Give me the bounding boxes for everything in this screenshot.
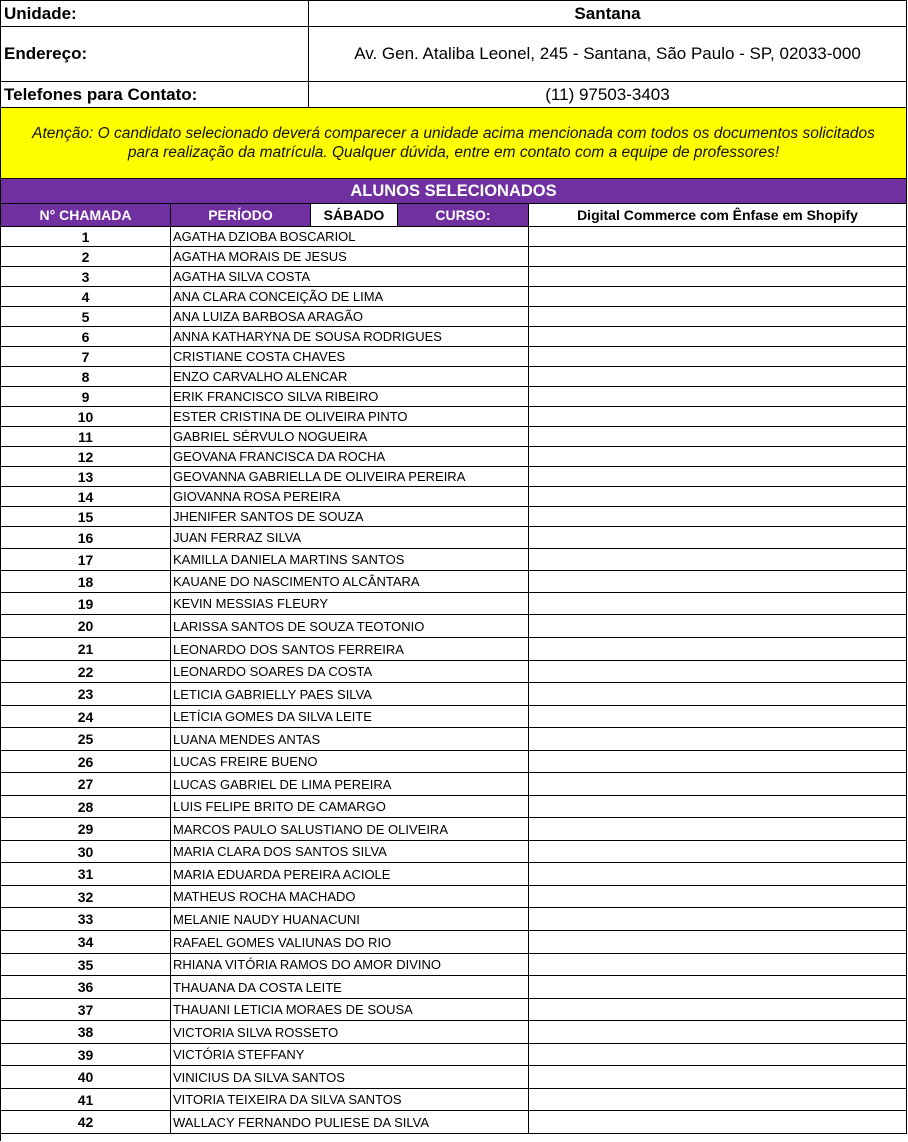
chamada-number: 34 <box>1 931 171 953</box>
chamada-number: 19 <box>1 593 171 614</box>
empty-cell <box>529 706 907 727</box>
table-row <box>1 908 907 931</box>
chamada-number: 42 <box>1 1111 171 1133</box>
table-row <box>1 527 907 549</box>
student-name: WALLACY FERNANDO PULIESE DA SILVA <box>171 1111 529 1133</box>
section-title: ALUNOS SELECIONADOS <box>1 179 907 204</box>
chamada-number: 6 <box>1 327 171 346</box>
student-name: MARIA EDUARDA PEREIRA ACIOLE <box>171 863 529 885</box>
empty-cell <box>529 751 907 772</box>
chamada-number: 28 <box>1 796 171 817</box>
empty-cell <box>529 227 907 246</box>
student-name: GABRIEL SÉRVULO NOGUEIRA <box>171 427 529 446</box>
table-row <box>1 931 907 954</box>
table-row <box>1 467 907 487</box>
empty-cell <box>529 863 907 885</box>
table-row <box>1 267 907 287</box>
chamada-number: 33 <box>1 908 171 930</box>
student-name: JUAN FERRAZ SILVA <box>171 527 529 548</box>
empty-cell <box>529 1044 907 1065</box>
curso-value: Digital Commerce com Ênfase em Shopify <box>529 204 907 226</box>
chamada-number: 38 <box>1 1021 171 1043</box>
chamada-number: 11 <box>1 427 171 446</box>
student-name: ENZO CARVALHO ALENCAR <box>171 367 529 386</box>
empty-cell <box>529 467 907 486</box>
student-name: KAMILLA DANIELA MARTINS SANTOS <box>171 549 529 570</box>
empty-cell <box>529 307 907 326</box>
table-row <box>1 549 907 571</box>
table-row <box>1 1044 907 1066</box>
periodo-value: SÁBADO <box>311 204 398 226</box>
chamada-number: 31 <box>1 863 171 885</box>
empty-cell <box>529 954 907 975</box>
endereco-value: Av. Gen. Ataliba Leonel, 245 - Santana, São Paulo - SP, 02033-000 <box>309 27 907 81</box>
table-row <box>1 1066 907 1089</box>
chamada-number: 2 <box>1 247 171 266</box>
student-name: GEOVANA FRANCISCA DA ROCHA <box>171 447 529 466</box>
table-row <box>1 571 907 593</box>
chamada-number: 17 <box>1 549 171 570</box>
table-row <box>1 751 907 773</box>
empty-cell <box>529 447 907 466</box>
empty-cell <box>529 661 907 682</box>
empty-cell <box>529 287 907 306</box>
chamada-number: 32 <box>1 886 171 907</box>
table-row <box>1 407 907 427</box>
student-name: THAUANA DA COSTA LEITE <box>171 976 529 998</box>
chamada-number: 10 <box>1 407 171 426</box>
empty-cell <box>529 267 907 286</box>
empty-cell <box>529 728 907 750</box>
student-name: RHIANA VITÓRIA RAMOS DO AMOR DIVINO <box>171 954 529 975</box>
table-row <box>1 307 907 327</box>
chamada-number: 3 <box>1 267 171 286</box>
endereco-row <box>1 27 907 82</box>
table-row <box>1 447 907 467</box>
student-name: LARISSA SANTOS DE SOUZA TEOTONIO <box>171 615 529 637</box>
empty-cell <box>529 638 907 660</box>
table-row <box>1 728 907 751</box>
chamada-number: 8 <box>1 367 171 386</box>
student-name: MARIA CLARA DOS SANTOS SILVA <box>171 841 529 862</box>
chamada-number: 36 <box>1 976 171 998</box>
table-row <box>1 706 907 728</box>
chamada-number: 24 <box>1 706 171 727</box>
student-name: LEONARDO DOS SANTOS FERREIRA <box>171 638 529 660</box>
attention-notice: Atenção: O candidato selecionado deverá comparecer a unidade acima mencionada com todos os documentos solicitados para realização da matrícula. Qualquer dúvida, entre em contato com a equipe de professores! <box>1 108 907 179</box>
empty-cell <box>529 886 907 907</box>
student-name: AGATHA SILVA COSTA <box>171 267 529 286</box>
chamada-number: 25 <box>1 728 171 750</box>
table-row <box>1 247 907 267</box>
empty-cell <box>529 387 907 406</box>
empty-cell <box>529 347 907 366</box>
empty-cell <box>529 527 907 548</box>
chamada-number: 21 <box>1 638 171 660</box>
curso-label: CURSO: <box>398 204 529 226</box>
chamada-number: 37 <box>1 999 171 1020</box>
chamada-number: 5 <box>1 307 171 326</box>
empty-cell <box>529 1089 907 1110</box>
empty-cell <box>529 818 907 840</box>
chamada-number: 4 <box>1 287 171 306</box>
empty-cell <box>529 931 907 953</box>
student-name: ESTER CRISTINA DE OLIVEIRA PINTO <box>171 407 529 426</box>
chamada-number: 16 <box>1 527 171 548</box>
table-row <box>1 863 907 886</box>
chamada-number: 39 <box>1 1044 171 1065</box>
empty-cell <box>529 571 907 592</box>
table-row <box>1 227 907 247</box>
chamada-number: 30 <box>1 841 171 862</box>
chamada-number: 7 <box>1 347 171 366</box>
student-list <box>1 227 907 1134</box>
table-row <box>1 661 907 683</box>
student-name: MATHEUS ROCHA MACHADO <box>171 886 529 907</box>
empty-cell <box>529 367 907 386</box>
table-row <box>1 387 907 407</box>
chamada-number: 9 <box>1 387 171 406</box>
table-row <box>1 683 907 706</box>
empty-cell <box>529 796 907 817</box>
unidade-value: Santana <box>309 1 907 26</box>
list-subheader <box>1 204 907 227</box>
student-name: GIOVANNA ROSA PEREIRA <box>171 487 529 506</box>
empty-cell <box>529 841 907 862</box>
table-row <box>1 287 907 307</box>
empty-cell <box>529 549 907 570</box>
empty-cell <box>529 999 907 1020</box>
table-row <box>1 638 907 661</box>
student-name: LUCAS GABRIEL DE LIMA PEREIRA <box>171 773 529 795</box>
student-name: ERIK FRANCISCO SILVA RIBEIRO <box>171 387 529 406</box>
table-row <box>1 487 907 507</box>
telefones-value: (11) 97503-3403 <box>309 82 907 107</box>
chamada-column-header: N° CHAMADA <box>1 204 171 226</box>
chamada-number: 14 <box>1 487 171 506</box>
student-name: THAUANI LETICIA MORAES DE SOUSA <box>171 999 529 1020</box>
table-row <box>1 367 907 387</box>
student-name: MARCOS PAULO SALUSTIANO DE OLIVEIRA <box>171 818 529 840</box>
table-row <box>1 841 907 863</box>
chamada-number: 35 <box>1 954 171 975</box>
chamada-number: 27 <box>1 773 171 795</box>
student-name: KAUANE DO NASCIMENTO ALCÂNTARA <box>171 571 529 592</box>
student-name: MELANIE NAUDY HUANACUNI <box>171 908 529 930</box>
table-row <box>1 347 907 367</box>
empty-cell <box>529 1066 907 1088</box>
unidade-label: Unidade: <box>1 1 309 26</box>
table-row <box>1 593 907 615</box>
table-row <box>1 954 907 976</box>
empty-cell <box>529 327 907 346</box>
student-name: LETÍCIA GOMES DA SILVA LEITE <box>171 706 529 727</box>
student-name: GEOVANNA GABRIELLA DE OLIVEIRA PEREIRA <box>171 467 529 486</box>
table-row <box>1 773 907 796</box>
empty-cell <box>529 593 907 614</box>
chamada-number: 20 <box>1 615 171 637</box>
chamada-number: 40 <box>1 1066 171 1088</box>
student-name: VICTÓRIA STEFFANY <box>171 1044 529 1065</box>
student-name: VINICIUS DA SILVA SANTOS <box>171 1066 529 1088</box>
table-row <box>1 1021 907 1044</box>
table-row <box>1 507 907 527</box>
student-name: LUANA MENDES ANTAS <box>171 728 529 750</box>
student-name: JHENIFER SANTOS DE SOUZA <box>171 507 529 526</box>
telefones-row <box>1 82 907 108</box>
empty-cell <box>529 683 907 705</box>
chamada-number: 13 <box>1 467 171 486</box>
student-name: KEVIN MESSIAS FLEURY <box>171 593 529 614</box>
chamada-number: 1 <box>1 227 171 246</box>
empty-cell <box>529 773 907 795</box>
table-row <box>1 427 907 447</box>
student-name: ANA CLARA CONCEIÇÃO DE LIMA <box>171 287 529 306</box>
chamada-number: 18 <box>1 571 171 592</box>
periodo-label: PERÍODO <box>171 204 311 226</box>
student-name: CRISTIANE COSTA CHAVES <box>171 347 529 366</box>
telefones-label: Telefones para Contato: <box>1 82 309 107</box>
table-row <box>1 976 907 999</box>
empty-cell <box>529 247 907 266</box>
chamada-number: 15 <box>1 507 171 526</box>
chamada-number: 22 <box>1 661 171 682</box>
empty-cell <box>529 1111 907 1133</box>
student-name: LUIS FELIPE BRITO DE CAMARGO <box>171 796 529 817</box>
chamada-number: 29 <box>1 818 171 840</box>
table-row <box>1 886 907 908</box>
table-row <box>1 818 907 841</box>
empty-cell <box>529 507 907 526</box>
empty-cell <box>529 487 907 506</box>
student-name: AGATHA DZIOBA BOSCARIOL <box>171 227 529 246</box>
table-row <box>1 327 907 347</box>
empty-cell <box>529 427 907 446</box>
empty-cell <box>529 615 907 637</box>
student-name: ANA LUIZA BARBOSA ARAGÃO <box>171 307 529 326</box>
chamada-number: 23 <box>1 683 171 705</box>
student-name: VITORIA TEIXEIRA DA SILVA SANTOS <box>171 1089 529 1110</box>
unidade-row <box>1 1 907 27</box>
student-name: LEONARDO SOARES DA COSTA <box>171 661 529 682</box>
student-name: ANNA KATHARYNA DE SOUSA RODRIGUES <box>171 327 529 346</box>
chamada-number: 26 <box>1 751 171 772</box>
student-name: RAFAEL GOMES VALIUNAS DO RIO <box>171 931 529 953</box>
table-row <box>1 1111 907 1134</box>
student-name: AGATHA MORAIS DE JESUS <box>171 247 529 266</box>
empty-cell <box>529 407 907 426</box>
table-row <box>1 615 907 638</box>
chamada-number: 12 <box>1 447 171 466</box>
table-row <box>1 796 907 818</box>
empty-cell <box>529 976 907 998</box>
empty-cell <box>529 1021 907 1043</box>
table-row <box>1 999 907 1021</box>
student-name: LUCAS FREIRE BUENO <box>171 751 529 772</box>
chamada-number: 41 <box>1 1089 171 1110</box>
empty-cell <box>529 908 907 930</box>
student-name: VICTORIA SILVA ROSSETO <box>171 1021 529 1043</box>
endereco-label: Endereço: <box>1 27 309 81</box>
student-name: LETICIA GABRIELLY PAES SILVA <box>171 683 529 705</box>
table-row <box>1 1089 907 1111</box>
